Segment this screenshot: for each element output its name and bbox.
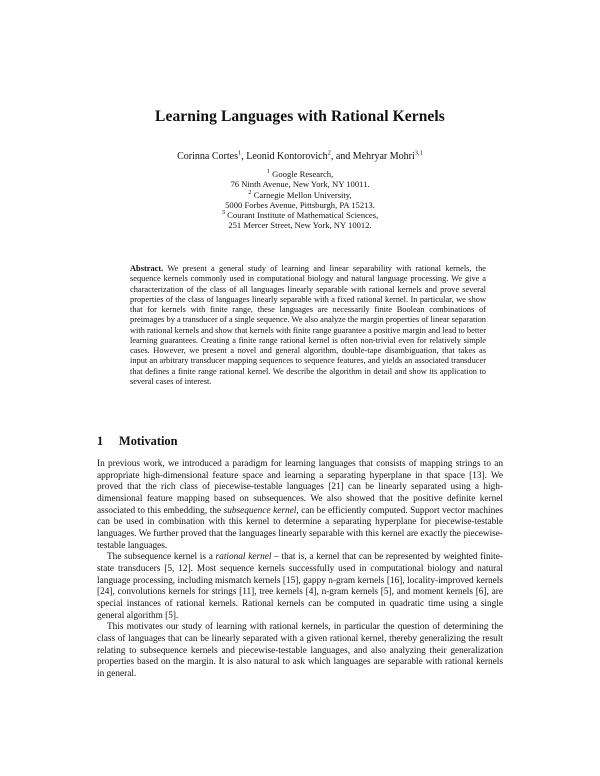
author-name: Mehryar Mohri: [352, 151, 415, 162]
body-paragraph: [97, 552, 503, 622]
affiliation-address: 76 Ninth Avenue, New York, NY 10011.: [230, 179, 370, 190]
affiliation-name: Carnegie Mellon University,: [253, 189, 352, 200]
affiliation-mark: 2: [248, 188, 252, 196]
paragraph-text: , can be efficiently computed. Support vector machines can be used in combination with this kernel to determine a separating hyperplane for piecewise-testable languages. We further proved that the languages linearly separable with this kernel are exactly the piecewise-testable languages.: [97, 505, 503, 551]
section-title: Motivation: [119, 434, 178, 448]
affiliation-address: 5000 Forbes Avenue, Pittsburgh, PA 15213.: [225, 199, 375, 210]
affiliation-line: [0, 210, 600, 220]
affiliation-block: [0, 169, 600, 231]
body-paragraph: [97, 459, 503, 552]
abstract-text: We present a general study of learning and linear separability with rational kernels, the sequence kernels commonly used in computational biology and natural language processing. We give a characterization of the class of all languages linearly separable with rational kernels and prove several properties of the class of languages linearly separable with a fixed rational kernel. In particular, we show that for kernels with finite range, these languages are necessarily finite Boolean combinations of preimages by a transducer of a single sequence. We also analyze the margin properties of linear separation with rational kernels and show that kernels with finite range guarantee a positive margin and lead to better learning guarantees. Creating a finite range rational kernel is often non-trivial even for relatively simple cases. However, we present a novel and general algorithm, double-tape disambiguation, that takes as input an arbitrary transducer mapping sequences to sequence features, and yields an associated transducer that defines a finite range rational kernel. We describe the algorithm in detail and show its application to several cases of interest.: [130, 264, 486, 386]
affiliation-line: [0, 190, 600, 200]
author-affiliation-mark: 3,1: [414, 149, 423, 157]
affiliation-address: 251 Mercer Street, New York, NY 10012.: [228, 220, 372, 231]
abstract: [130, 264, 486, 387]
affiliation-mark: 3: [221, 209, 226, 217]
author-list: [0, 151, 600, 162]
emphasized-term: rational kernel: [215, 552, 272, 563]
author-name: Corinna Cortes: [177, 151, 238, 162]
author-separator: , and: [330, 151, 353, 162]
paragraph-text: – that is, a kernel that can be represented by weighted finite-state transducers [5, 12]. Most sequence kernels successfully used in computational biology and natural language processing, including mismatch kernels [15], gappy n-gram kernels [16], locality-improved kernels [24], convolutions kernels for strings [11], tree kernels [4], n-gram kernels [5], and moment kernels [6], are special instances of rational kernels. Rational kernels can be computed in quadratic time using a single general algorithm [5].: [97, 552, 503, 621]
author-affiliation-mark: 2: [327, 149, 331, 157]
author-separator: ,: [241, 151, 247, 162]
section-body: [97, 459, 503, 680]
author-affiliation-mark: 1: [237, 149, 242, 157]
emphasized-term: subsequence kernel: [223, 505, 297, 516]
abstract-label: Abstract.: [130, 264, 164, 273]
paragraph-text: In previous work, we introduced a paradigm for learning languages that consists of mapping strings to an appropriate high-dimensional feature space and learning a separating hyperplane in that space [13]. We proved that the rich class of piecewise-testable languages [21] can be linearly separated using a high-dimensional feature mapping based on subsequences. We also showed that the positive definite kernel associated to this embedding, the: [97, 459, 503, 516]
section-number: 1: [97, 434, 104, 448]
body-paragraph: This motivates our study of learning with rational kernels, in particular the question of determining the class of languages that can be linearly separated with a given rational kernel, thereby generalizing the result relating to subsequence kernels and piecewise-testable languages, and also analyzing their generalization properties based on the margin. It is also natural to ask which languages are separable with rational kernels in general.: [97, 622, 503, 679]
affiliation-mark: 1: [266, 168, 270, 176]
author-name: Leonid Kontorovich: [246, 151, 328, 162]
section-heading: [97, 434, 517, 449]
paragraph-text: The subsequence kernel is a: [107, 552, 216, 563]
paper-title: Learning Languages with Rational Kernels: [155, 108, 445, 125]
affiliation-line: [0, 169, 600, 179]
affiliation-name: Google Research,: [272, 169, 334, 179]
affiliation-name: Courant Institute of Mathematical Sciences,: [227, 210, 379, 221]
